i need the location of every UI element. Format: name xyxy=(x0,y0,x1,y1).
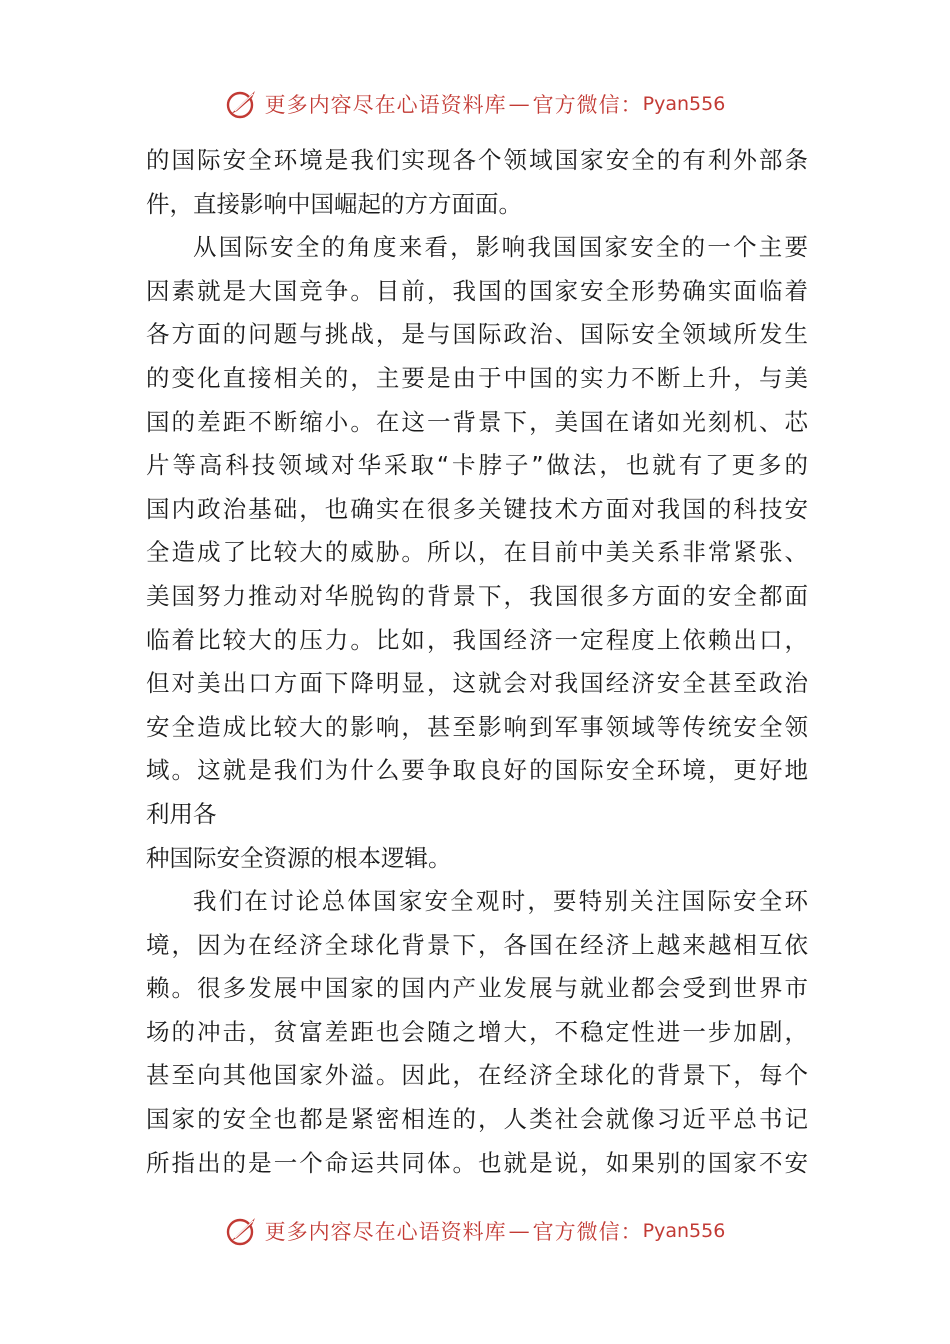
text-line: 国的差距不断缩小。在这一背景下，美国在诸如光刻机、芯 xyxy=(146,407,808,436)
text-line: 的变化直接相关的，主要是由于中国的实力不断上升，与美 xyxy=(146,363,808,392)
banner-text: 更多内容尽在心语资料库 xyxy=(264,1220,507,1244)
text-line: 安全造成比较大的影响，甚至影响到军事领域等传统安全领 xyxy=(146,712,808,741)
text-line: 甚至向其他国家外溢。因此，在经济全球化的背景下，每个 xyxy=(146,1061,808,1090)
document-body xyxy=(146,139,808,1185)
text-line: 域。这就是我们为什么要争取良好的国际安全环境，更好地 xyxy=(146,756,808,785)
text-line: 片等高科技领域对华采取“卡脖子”做法，也就有了更多的 xyxy=(146,451,808,480)
text-line: 因素就是大国竞争。目前，我国的国家安全形势确实面临着 xyxy=(146,276,808,305)
text-line: 场的冲击，贫富差距也会随之增大，不稳定性进一步加剧， xyxy=(146,1017,808,1046)
header-banner xyxy=(0,84,950,124)
banner-separator: — xyxy=(508,92,531,116)
text-line: 境，因为在经济全球化背景下，各国在经济上越来越相互依 xyxy=(146,930,808,959)
text-line: 从国际安全的角度来看，影响我国国家安全的一个主要 xyxy=(193,233,808,262)
text-line: 但对美出口方面下降明显，这就会对我国经济安全甚至政治 xyxy=(146,669,808,698)
text-line: 国家的安全也都是紧密相连的，人类社会就像习近平总书记 xyxy=(146,1105,808,1134)
text-line: 利用各 xyxy=(146,799,217,828)
wechat-label: 官方微信： xyxy=(532,93,643,117)
quill-pen-logo-icon xyxy=(225,1214,259,1248)
text-line: 美国努力推动对华脱钩的背景下，我国很多方面的安全都面 xyxy=(146,581,808,610)
wechat-label: 官方微信： xyxy=(532,1220,643,1244)
text-line: 件，直接影响中国崛起的方方面面。 xyxy=(146,189,522,218)
banner-separator: — xyxy=(508,1219,531,1243)
text-line: 各方面的问题与挑战，是与国际政治、国际安全领域所发生 xyxy=(146,320,808,349)
text-line: 临着比较大的压力。比如，我国经济一定程度上依赖出口， xyxy=(146,625,808,654)
text-line: 我们在讨论总体国家安全观时，要特别关注国际安全环 xyxy=(193,887,808,916)
text-line: 赖。很多发展中国家的国内产业发展与就业都会受到世界市 xyxy=(146,974,808,1003)
text-line: 的国际安全环境是我们实现各个领域国家安全的有利外部条 xyxy=(146,146,808,174)
wechat-id: Pyan556 xyxy=(642,1220,726,1242)
banner-text: 更多内容尽在心语资料库 xyxy=(264,93,507,117)
footer-banner xyxy=(0,1211,950,1251)
text-line: 全造成了比较大的威胁。所以，在目前中美关系非常紧张、 xyxy=(146,538,808,567)
text-line: 国内政治基础，也确实在很多关键技术方面对我国的科技安 xyxy=(146,494,808,523)
text-line: 所指出的是一个命运共同体。也就是说，如果别的国家不安 xyxy=(146,1148,808,1177)
wechat-id: Pyan556 xyxy=(642,93,726,115)
text-line: 种国际安全资源的根本逻辑。 xyxy=(146,843,452,872)
quill-pen-logo-icon xyxy=(225,87,259,121)
